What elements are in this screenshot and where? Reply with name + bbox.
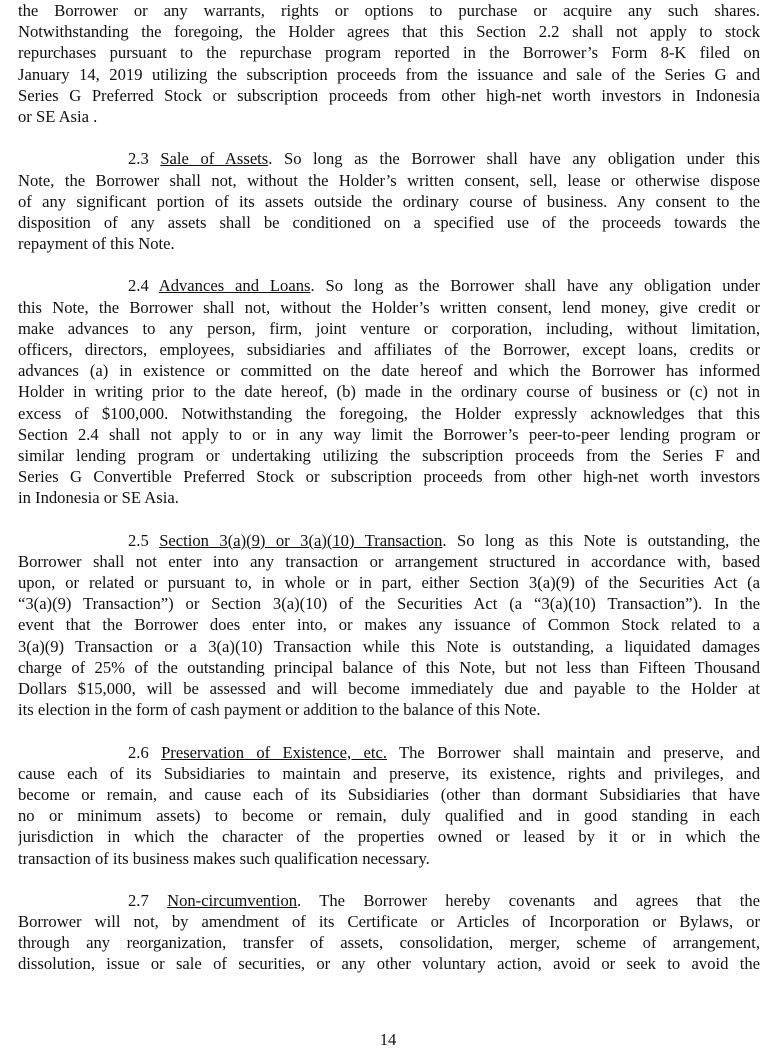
text-line: charge of 25% of the outstanding principal balance of this Note, but not less than Fifteen Thousand xyxy=(18,657,760,677)
text-line: Series G Preferred Stock or subscription proceeds from other high-net worth investors in Indonesia xyxy=(18,85,760,105)
text-line: January 14, 2019 utilizing the subscription proceeds from the issuance and sale of the Series G and xyxy=(18,64,760,84)
document-body xyxy=(18,0,760,996)
text-line: repurchases pursuant to the repurchase program reported in the Borrower’s Form 8-K filed on xyxy=(18,43,760,63)
text-line: Note, the Borrower shall not, without the Holder’s written consent, sell, lease or otherwise dispose xyxy=(18,170,760,190)
text-line: 3(a)(9) Transaction or a 3(a)(10) Transaction while this Note is outstanding, a liquidated damages xyxy=(18,636,760,656)
section-number: 2.7 xyxy=(128,890,168,910)
section-paragraph xyxy=(18,742,760,869)
section-heading-line xyxy=(18,148,760,169)
text-line: similar lending program or undertaking utilizing the subscription proceeds from the Series F and xyxy=(18,445,760,465)
section-number: 2.6 xyxy=(128,742,162,762)
page-number: 14 xyxy=(379,1030,397,1049)
text-line: make advances to any person, firm, joint venture or corporation, including, without limitation, xyxy=(18,318,760,338)
section-text: . So long as the Borrower shall have any obligation under this xyxy=(268,149,760,169)
text-line: disposition of any assets shall be conditioned on a specified use of the proceeds towards the xyxy=(18,212,760,232)
text-line: dissolution, issue or sale of securities, or any other voluntary action, avoid or seek to avoid the xyxy=(18,954,760,974)
text-line: Borrower will not, by amendment of its Certificate or Articles of Incorporation or Bylaws, or xyxy=(18,912,760,932)
text-line: transaction of its business makes such qualification necessary. xyxy=(18,848,430,868)
text-line: cause each of its Subsidiaries to maintain and preserve, its existence, rights and privileges, and xyxy=(18,763,760,783)
section-paragraph xyxy=(18,890,760,975)
section-paragraph xyxy=(18,275,760,508)
section-title: Non-circumvention xyxy=(167,890,298,910)
text-line: upon, or related or pursuant to, in whole or in part, either Section 3(a)(9) of the Securities Act (a xyxy=(18,573,760,593)
text-line: Borrower shall not enter into any transaction or arrangement structured in accordance with, based xyxy=(18,551,760,571)
text-line: “3(a)(9) Transaction”) or Section 3(a)(10) of the Securities Act (a “3(a)(10) Transaction”). In the xyxy=(18,594,760,614)
section-title: Preservation of Existence, etc. xyxy=(161,742,387,762)
text-line: Series G Convertible Preferred Stock or subscription proceeds from other high-net worth investors xyxy=(18,467,760,487)
section-text: . The Borrower hereby covenants and agrees that the xyxy=(297,890,760,910)
section-text: The Borrower shall maintain and preserve, and xyxy=(386,742,760,762)
section-title: Sale of Assets xyxy=(160,149,269,169)
text-line: Dollars $15,000, will be assessed and will become immediately due and payable to the Holder at xyxy=(18,679,760,698)
text-line: become or remain, and cause each of its Subsidiaries (other than dormant Subsidiaries that have xyxy=(18,784,760,804)
text-line: its election in the form of cash payment or addition to the balance of this Note. xyxy=(18,700,541,720)
text-line: or SE Asia . xyxy=(18,106,98,126)
text-line: through any reorganization, transfer of assets, consolidation, merger, scheme of arrangement, xyxy=(18,933,760,953)
text-line: of any significant portion of its assets outside the ordinary course of business. Any consent to the xyxy=(18,191,760,211)
text-line: event that the Borrower does enter into, or makes any issuance of Common Stock related to a xyxy=(18,615,760,635)
section-heading-line xyxy=(18,530,760,551)
text-line: Section 2.4 shall not apply to or in any way limit the Borrower’s peer-to-peer lending program or xyxy=(18,424,760,444)
text-line: in Indonesia or SE Asia. xyxy=(18,488,179,508)
section-heading-line xyxy=(18,275,760,296)
text-line: advances (a) in existence or committed on the date hereof and which the Borrower has informed xyxy=(18,361,760,381)
text-line: no or minimum assets) to become or remain, duly qualified and in good standing in each xyxy=(18,806,760,826)
section-title: Advances and Loans xyxy=(158,276,311,296)
text-line: repayment of this Note. xyxy=(18,234,175,254)
paragraph xyxy=(18,0,760,127)
section-heading-line xyxy=(18,890,760,911)
section-text: . So long as this Note is outstanding, the xyxy=(442,530,760,550)
section-paragraph xyxy=(18,148,760,254)
section-heading-line xyxy=(18,742,760,763)
text-line: Holder in writing prior to the date hereof, (b) made in the ordinary course of business or (c) not in xyxy=(18,382,760,402)
section-number: 2.4 xyxy=(128,276,159,296)
section-text: . So long as the Borrower shall have any obligation under xyxy=(310,276,760,296)
section-number: 2.5 xyxy=(128,530,160,550)
text-line: Notwithstanding the foregoing, the Holder agrees that this Section 2.2 shall not apply to stock xyxy=(18,22,760,42)
text-line: the Borrower or any warrants, rights or options to purchase or acquire any such shares. xyxy=(18,1,760,20)
text-line: jurisdiction in which the character of the properties owned or leased by it or in which the xyxy=(18,827,760,847)
text-line: excess of $100,000. Notwithstanding the foregoing, the Holder expressly acknowledges that this xyxy=(18,403,760,423)
text-line: officers, directors, employees, subsidiaries and affiliates of the Borrower, except loans, credits or xyxy=(18,340,760,359)
section-number: 2.3 xyxy=(128,149,161,169)
section-paragraph xyxy=(18,530,760,721)
section-title: Section 3(a)(9) or 3(a)(10) Transaction xyxy=(159,530,443,550)
text-line: this Note, the Borrower shall not, without the Holder’s written consent, lend money, give credit or xyxy=(18,297,760,317)
